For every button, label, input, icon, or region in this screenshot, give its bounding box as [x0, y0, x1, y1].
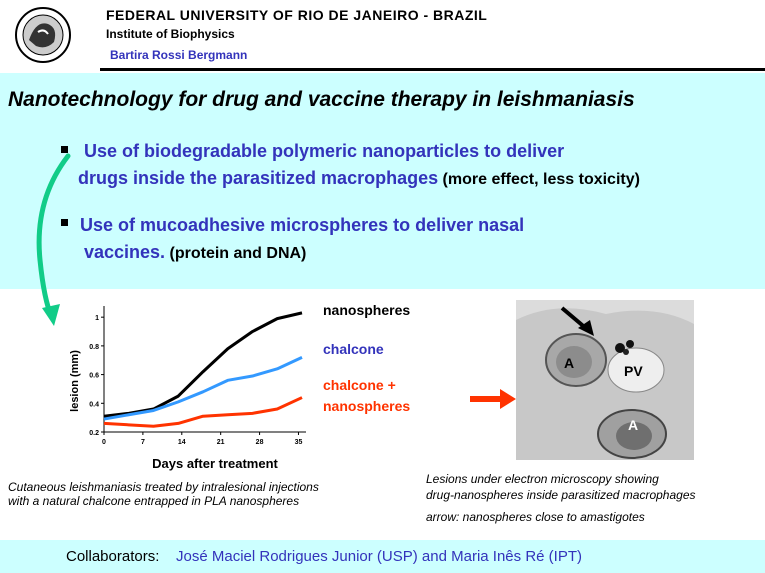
bullet-1-line-2-black: (more effect, less toxicity) [438, 171, 640, 188]
em-label-a1: A [564, 355, 575, 371]
em-caption-line-1: Lesions under electron microscopy showing [426, 472, 659, 486]
y-tick-label: 1 [95, 315, 99, 323]
bullet-2-line-2-black: (protein and DNA) [165, 245, 307, 262]
y-tick-label: 0.2 [89, 430, 99, 437]
legend-chalcone: chalcone [323, 341, 384, 357]
header-divider [100, 68, 765, 71]
university-logo [14, 6, 72, 64]
legend-nanospheres: nanospheres [323, 302, 411, 318]
bullet-1-line-2 [78, 168, 640, 189]
lesion-line-chart [62, 296, 322, 476]
x-tick-label: 7 [140, 439, 145, 446]
y-tick-label: 0.6 [89, 372, 99, 380]
bullet-2-line-2 [84, 242, 306, 263]
em-caption-line-2: drug-nanospheres inside parasitized macrophages [426, 488, 696, 502]
red-right-arrow-icon [470, 389, 516, 409]
x-tick-label: 14 [177, 439, 186, 446]
em-label-a2: A [628, 417, 639, 433]
x-tick-label: 28 [255, 439, 264, 446]
x-tick-label: 35 [294, 439, 303, 446]
university-name: FEDERAL UNIVERSITY OF RIO DE JANEIRO - BRAZIL [106, 7, 488, 23]
legend-chalcone-plus: chalcone + [323, 377, 396, 393]
y-axis-label: lesion (mm) [69, 350, 81, 412]
em-caption-line-3: arrow: nanospheres close to amastigotes [426, 510, 645, 524]
bullet-2-line-1: Use of mucoadhesive microspheres to deliver nasal [80, 215, 525, 235]
bullet-1-line-2-blue: drugs inside the parasitized macrophages [78, 168, 439, 188]
bullet-2-line-2-blue: vaccines. [84, 242, 166, 262]
collaborators-names: José Maciel Rodrigues Junior (USP) and Maria Inês Ré (IPT) [176, 548, 582, 565]
series-line-1 [104, 313, 302, 416]
chart-caption-line-2: with a natural chalcone entrapped in PLA nanospheres [8, 494, 300, 508]
x-tick-label: 0 [102, 439, 106, 446]
em-label-pv: PV [624, 363, 643, 379]
x-axis-label: Days after treatment [152, 456, 278, 471]
bullet-1-line-1: Use of biodegradable polymeric nanoparticles to deliver [84, 141, 565, 161]
institute-name: Institute of Biophysics [106, 27, 235, 41]
chart-caption-line-1: Cutaneous leishmaniasis treated by intralesional injections [8, 480, 319, 494]
x-tick-label: 21 [216, 439, 225, 446]
electron-microscopy-image [516, 300, 694, 460]
collaborators-label: Collaborators: [66, 548, 160, 565]
y-tick-label: 0.8 [89, 343, 99, 351]
y-tick-label: 0.4 [89, 401, 99, 409]
author-name: Bartira Rossi Bergmann [110, 48, 248, 62]
slide-title: Nanotechnology for drug and vaccine therapy in leishmaniasis [8, 88, 635, 111]
legend-chalcone-plus-nanospheres: nanospheres [323, 398, 411, 414]
